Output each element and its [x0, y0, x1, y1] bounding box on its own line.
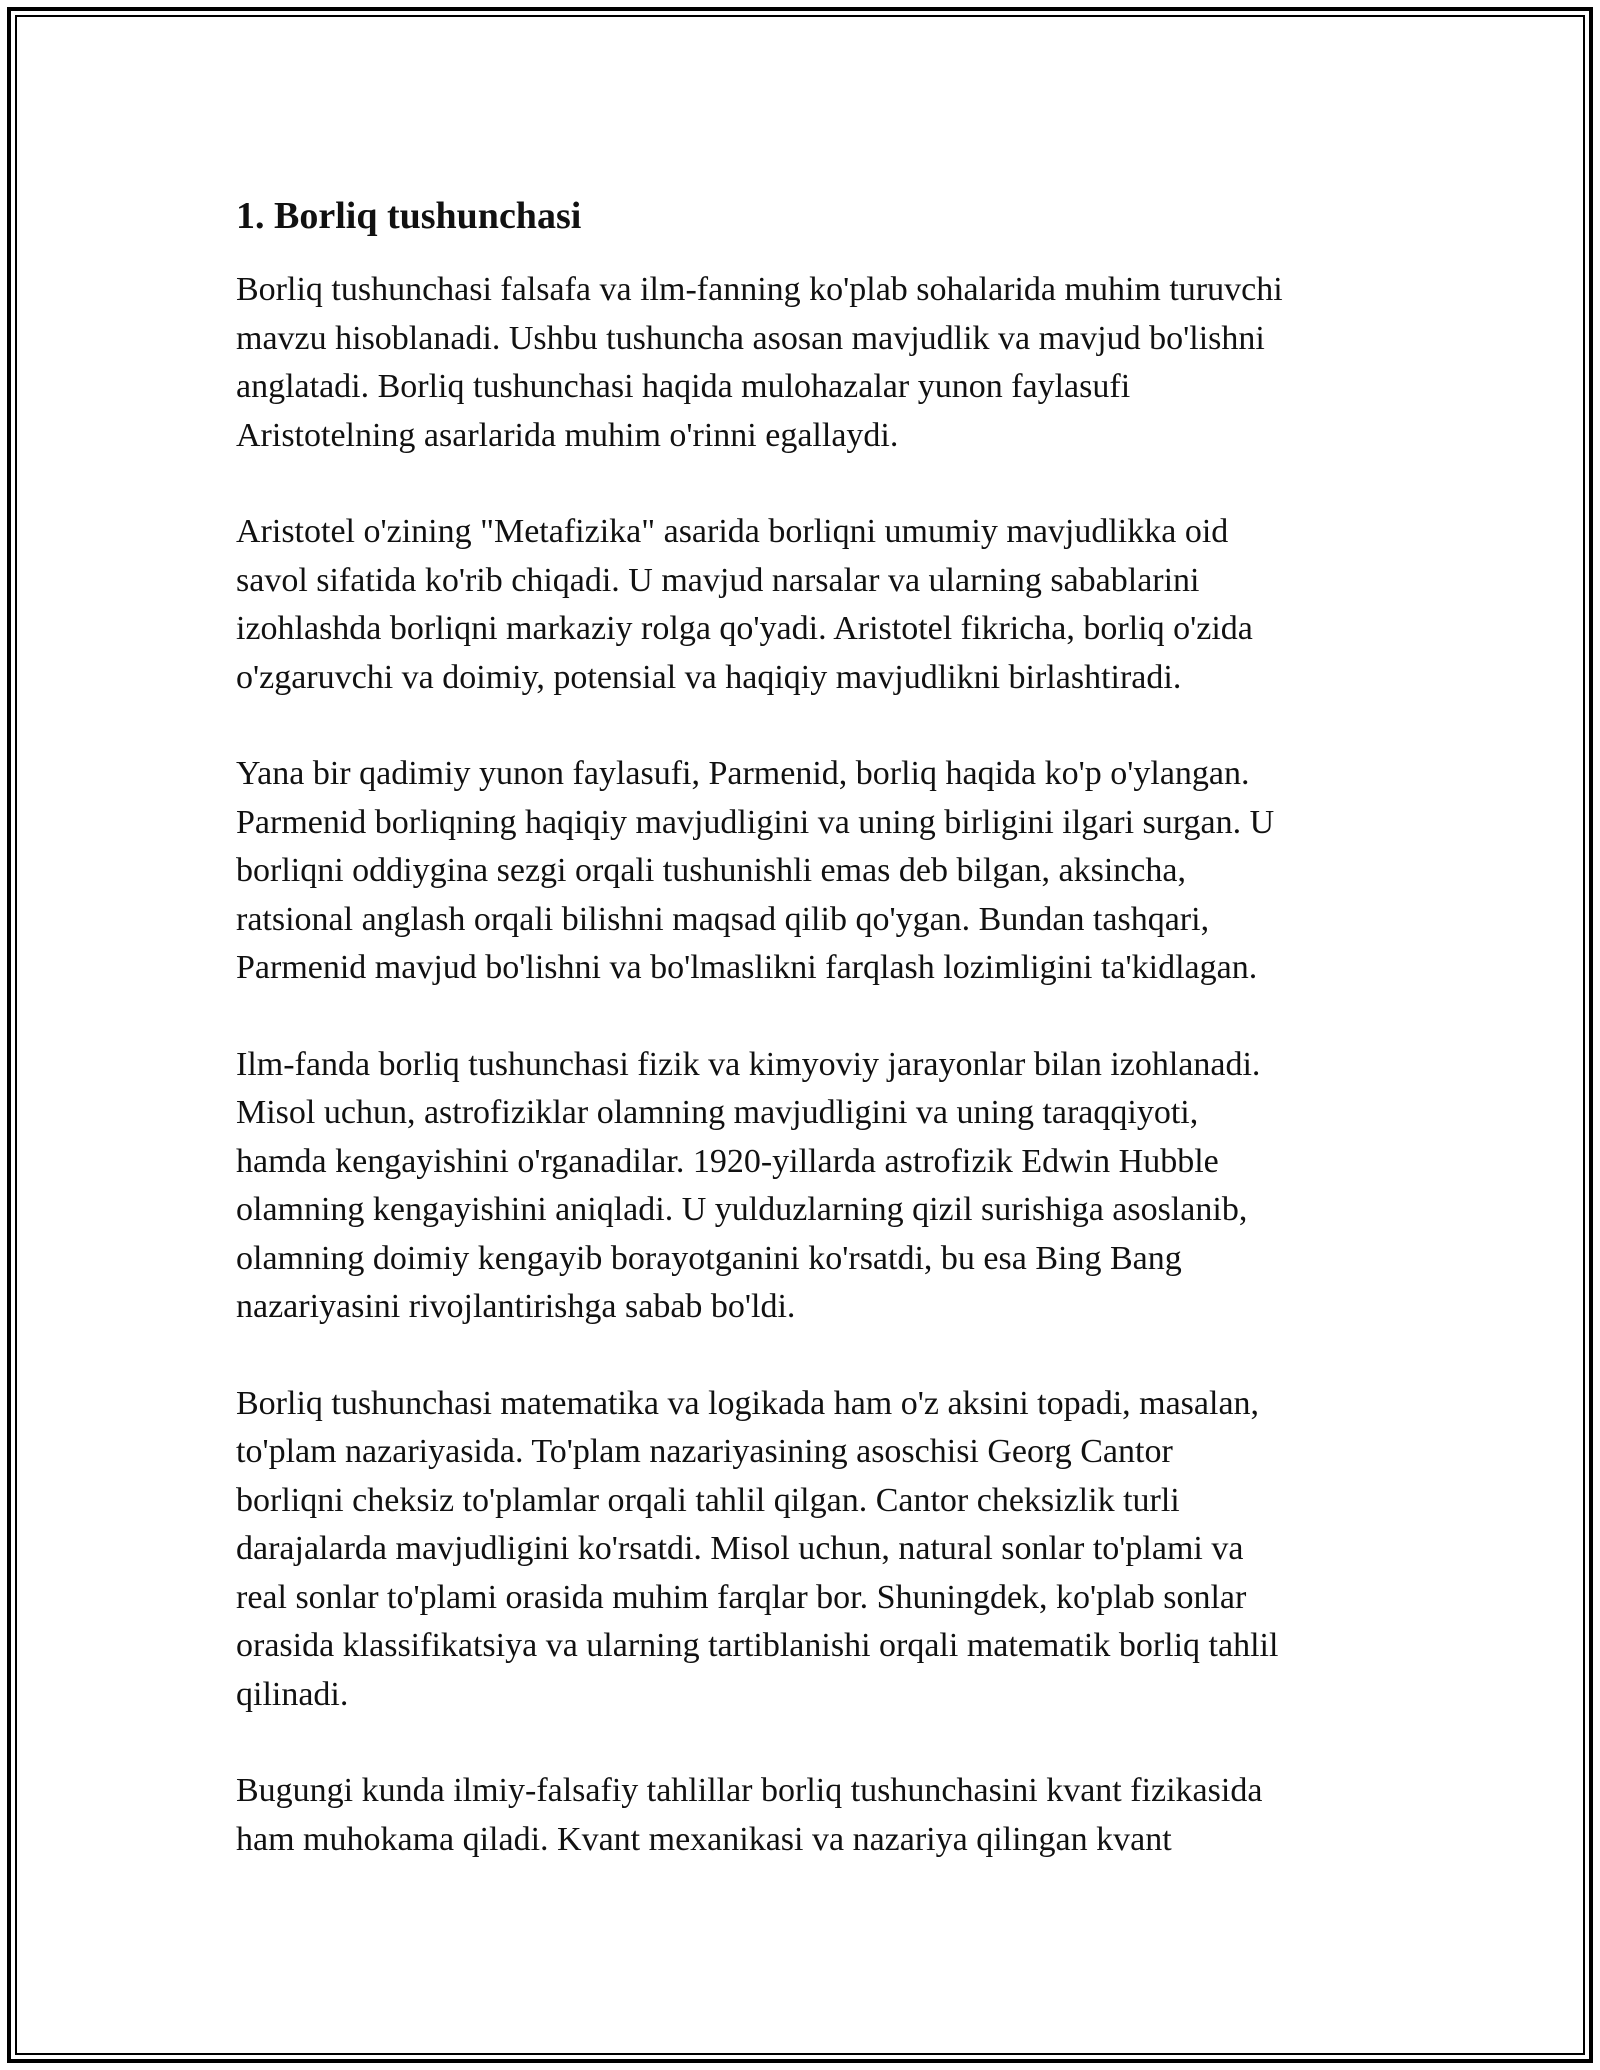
paragraph-mathematics: Borliq tushunchasi matematika va logikada ham o'z aksini topadi, masalan, to'plam nazariyasida. To'plam nazariyasining asoschisi Georg Cantor borliqni cheksiz to'plamlar orqali tahlil qilgan. Cantor cheksizlik turli darajalarda mavjudligini ko'rsatdi. Misol uchun, natural sonlar to'plami va real sonlar to'plami orasida muhim farqlar bor. Shuningdek, ko'plab sonlar orasida klassifikatsiya va ularning tartiblanishi orqali matematik borliq tahlil qilinadi.	[236, 1384, 1279, 1713]
document-body	[236, 190, 1376, 1912]
paragraph-science: Ilm-fanda borliq tushunchasi fizik va kimyoviy jarayonlar bilan izohlanadi. Misol uchun, astrofiziklar olamning mavjudligini va uning taraqqiyoti, hamda kengayishini o'rganadilar. 1920-yillarda astrofizik Edwin Hubble olamning kengayishini aniqladi. U yulduzlarning qizil surishiga asoslanib, olamning doimiy kengayib borayotganini ko'rsatdi, bu esa Bing Bang nazariyasini rivojlantirishga sabab bo'ldi.	[236, 1045, 1261, 1325]
paragraph-intro: Borliq tushunchasi falsafa va ilm-fanning ko'plab sohalarida muhim turuvchi mavzu hisoblanadi. Ushbu tushuncha asosan mavjudlik va mavjud bo'lishni anglatadi. Borliq tushunchasi haqida mulohazalar yunon faylasufi Aristotelning asarlarida muhim o'rinni egallaydi.	[236, 271, 1283, 454]
section-heading: 1. Borliq tushunchasi	[236, 195, 582, 237]
paragraph-quantum: Bugungi kunda ilmiy-falsafiy tahlillar borliq tushunchasini kvant fizikasida ham muhokama qiladi. Kvant mexanikasi va nazariya qilingan kvant	[236, 1772, 1263, 1858]
paragraph-aristotle: Aristotel o'zining "Metafizika" asarida borliqni umumiy mavjudlikka oid savol sifatida ko'rib chiqadi. U mavjud narsalar va ularning sabablarini izohlashda borliqni markaziy rolga qo'yadi. Aristotel fikricha, borliq o'zida o'zgaruvchi va doimiy, potensial va haqiqiy mavjudlikni birlashtiradi.	[236, 513, 1253, 696]
paragraph-parmenides: Yana bir qadimiy yunon faylasufi, Parmenid, borliq haqida ko'p o'ylangan. Parmenid borliqning haqiqiy mavjudligini va uning birligini ilgari surgan. U borliqni oddiygina sezgi orqali tushunishli emas deb bilgan, aksincha, ratsional anglash orqali bilishni maqsad qilib qo'ygan. Bundan tashqari, Parmenid mavjud bo'lishni va bo'lmaslikni farqlash lozimligini ta'kidlagan.	[236, 755, 1275, 986]
